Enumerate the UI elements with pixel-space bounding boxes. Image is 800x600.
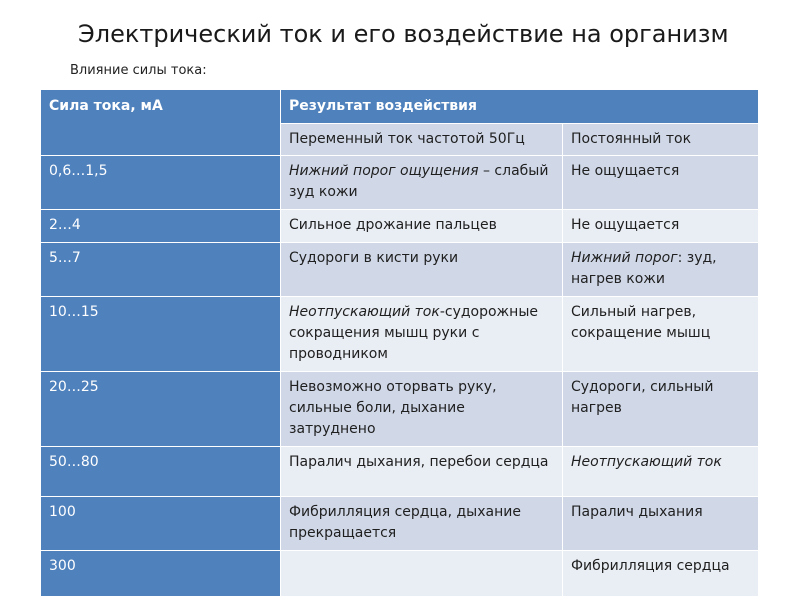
cell-dc-text: Судороги, сильный нагрев <box>571 379 714 416</box>
cell-dc-text: : зуд, нагрев кожи <box>571 250 717 287</box>
table-row <box>41 497 759 551</box>
cell-dc <box>563 243 759 297</box>
cell-ac <box>281 297 563 372</box>
cell-ac <box>281 156 563 210</box>
table-row <box>41 297 759 372</box>
subtitle: Влияние силы тока: <box>70 63 207 78</box>
table-row <box>41 210 759 243</box>
header-result: Результат воздействия <box>281 90 759 124</box>
cell-ac-text: Фибрилляция сердца, дыхание прекращается <box>289 504 521 541</box>
cell-ac <box>281 210 563 243</box>
cell-dc <box>563 372 759 447</box>
cell-current: 20…25 <box>41 372 281 447</box>
slide-title: Электрический ток и его воздействие на организм <box>78 20 729 48</box>
cell-ac <box>281 551 563 597</box>
cell-dc-text: Паралич дыхания <box>571 504 703 520</box>
cell-ac-text: -судорожные сокращения мышц руки с проводником <box>289 304 538 362</box>
cell-current: 50…80 <box>41 447 281 497</box>
cell-dc-text: Фибрилляция сердца <box>571 558 730 574</box>
cell-current: 2…4 <box>41 210 281 243</box>
cell-ac-text: Судороги в кисти руки <box>289 250 459 266</box>
cell-ac-italic: Нижний порог ощущения <box>289 163 479 179</box>
table-row <box>41 156 759 210</box>
cell-ac-text: Сильное дрожание пальцев <box>289 217 497 233</box>
cell-ac <box>281 497 563 551</box>
cell-dc-italic: Неотпускающий ток <box>571 454 722 470</box>
table-row <box>41 551 759 597</box>
cell-current: 0,6…1,5 <box>41 156 281 210</box>
cell-ac <box>281 243 563 297</box>
current-effects-table <box>40 89 759 597</box>
table-row <box>41 447 759 497</box>
cell-ac-text: Паралич дыхания, перебои сердца <box>289 454 549 470</box>
cell-current: 10…15 <box>41 297 281 372</box>
subheader-dc: Постоянный ток <box>563 124 759 156</box>
cell-current: 300 <box>41 551 281 597</box>
cell-ac-text: Невозможно оторвать руку, сильные боли, дыхание затруднено <box>289 379 497 437</box>
cell-dc <box>563 497 759 551</box>
cell-dc <box>563 210 759 243</box>
cell-dc <box>563 551 759 597</box>
cell-current: 100 <box>41 497 281 551</box>
cell-ac-italic: Неотпускающий ток <box>289 304 440 320</box>
table-row <box>41 372 759 447</box>
cell-dc-text: Сильный нагрев, сокращение мышц <box>571 304 711 341</box>
cell-ac-text: – слабый зуд кожи <box>289 163 549 200</box>
cell-dc <box>563 297 759 372</box>
cell-dc-text: Не ощущается <box>571 217 680 233</box>
cell-dc-italic: Нижний порог <box>571 250 678 266</box>
table-row <box>41 243 759 297</box>
cell-ac <box>281 372 563 447</box>
cell-dc-text: Не ощущается <box>571 163 680 179</box>
cell-ac <box>281 447 563 497</box>
cell-current: 5…7 <box>41 243 281 297</box>
cell-dc <box>563 447 759 497</box>
header-current: Сила тока, мА <box>41 90 281 156</box>
subheader-ac: Переменный ток частотой 50Гц <box>281 124 563 156</box>
table-body <box>41 156 759 597</box>
cell-dc <box>563 156 759 210</box>
